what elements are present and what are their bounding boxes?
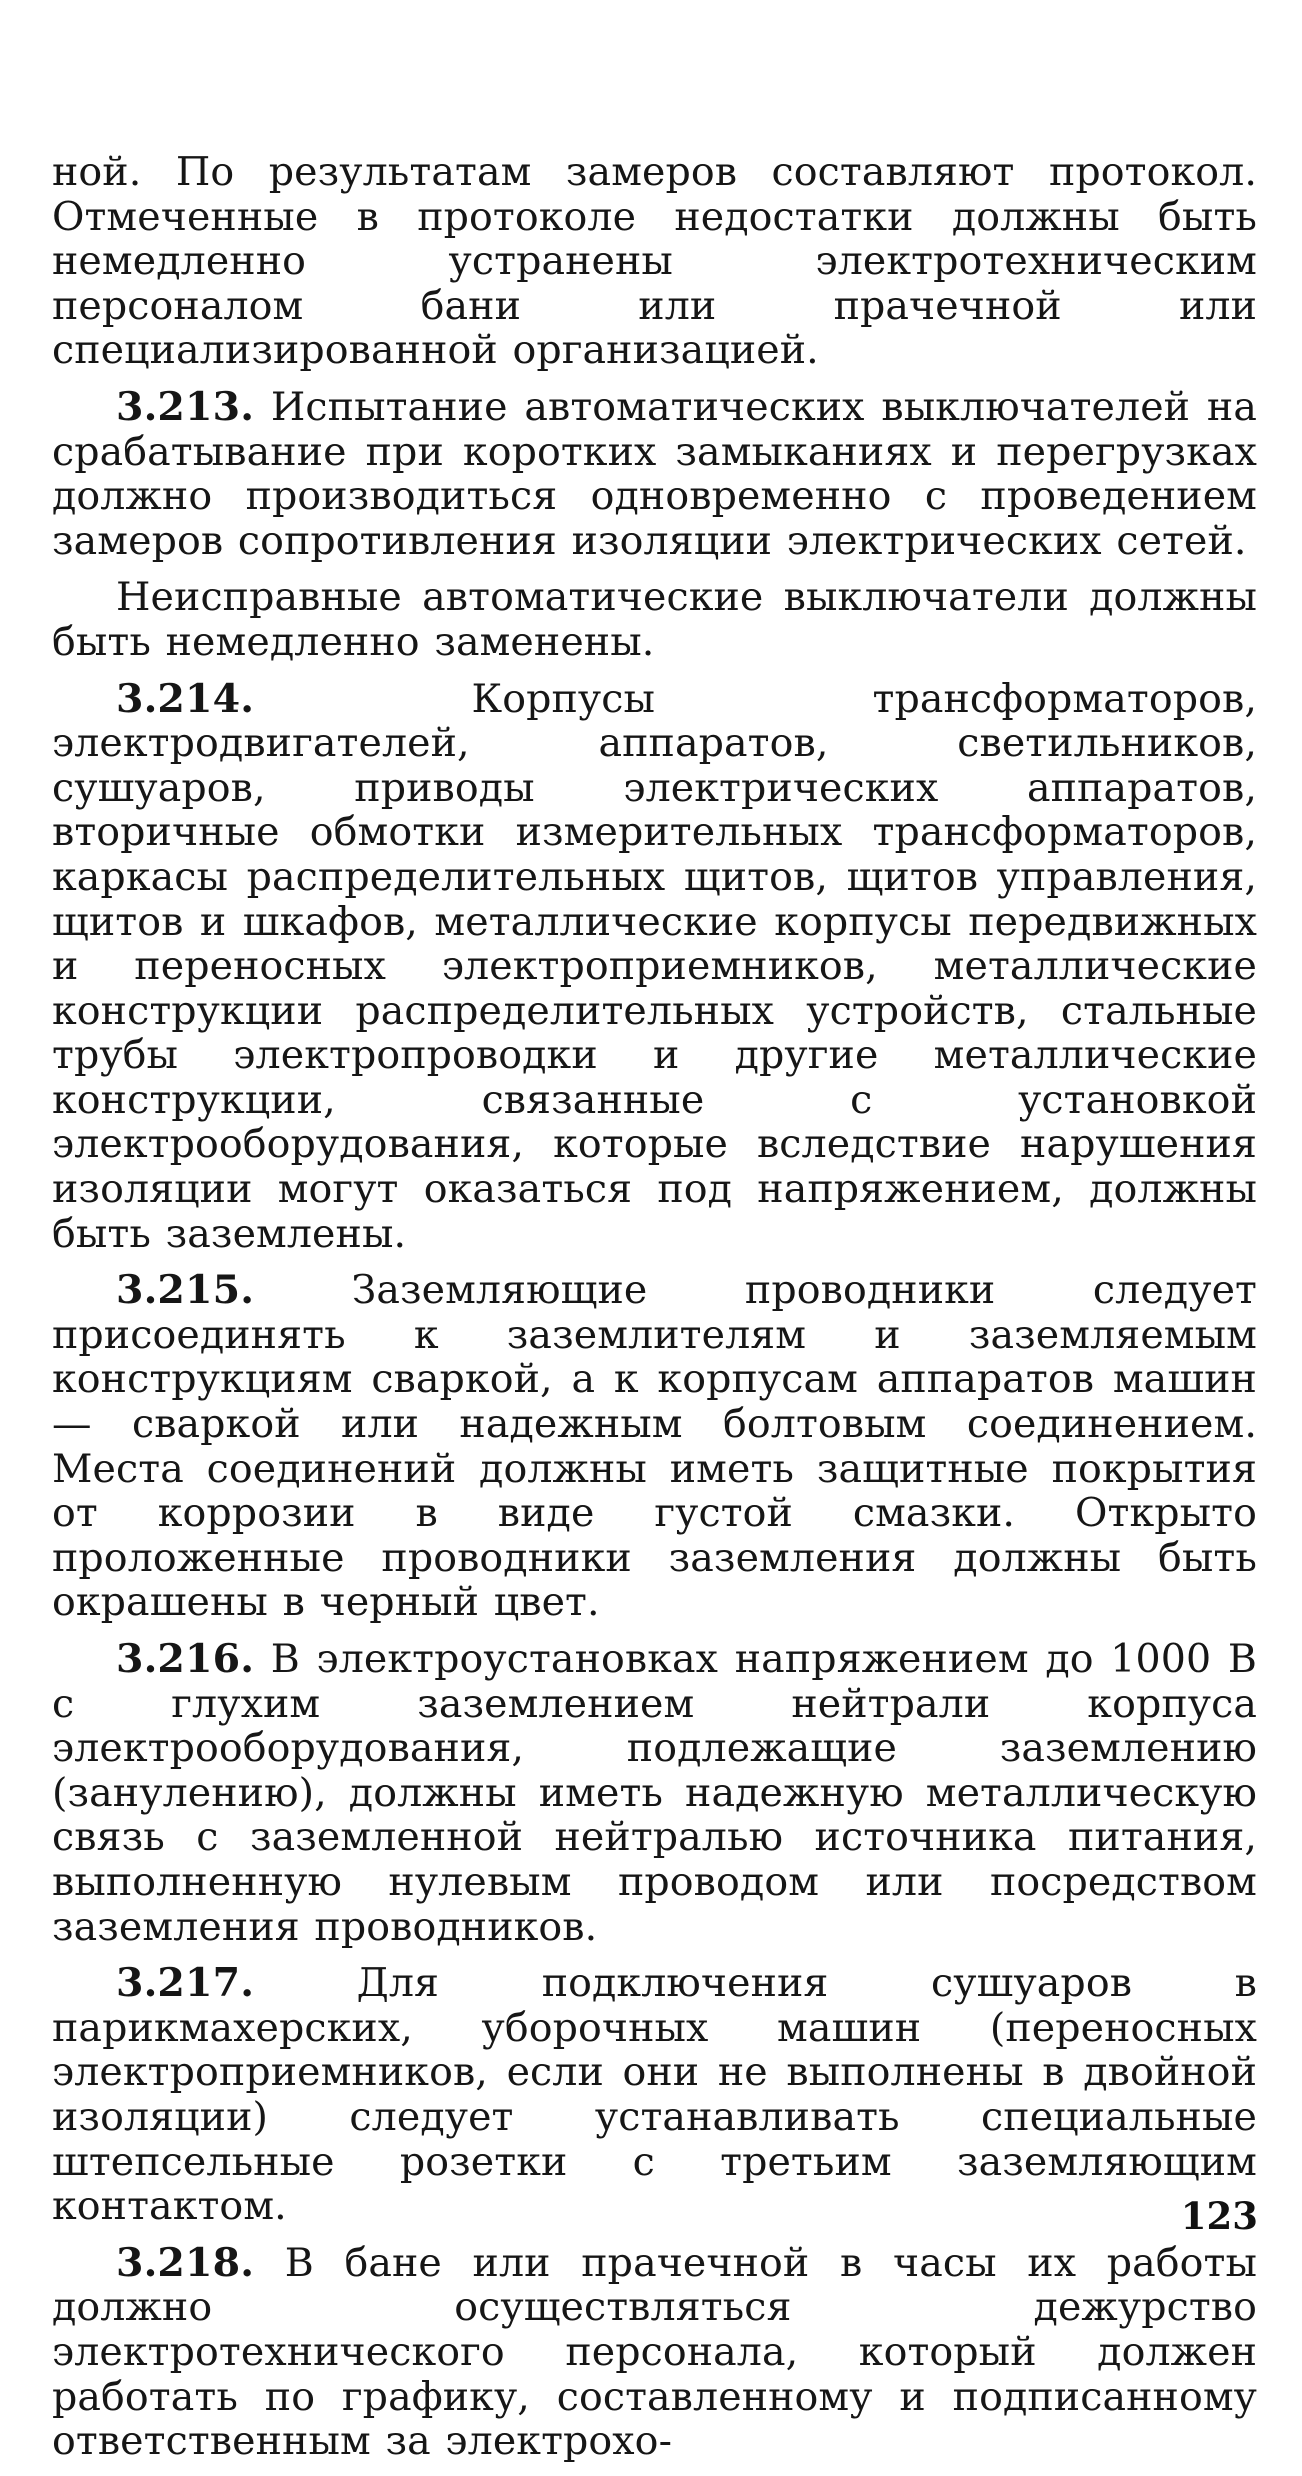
page-number: 123 <box>1180 2194 1258 2238</box>
paragraph-3-213 <box>52 385 1257 563</box>
paragraph-3-215 <box>52 1268 1257 1625</box>
paragraph-text: В электроустановках напряжением до 1000 В с глухим заземлением нейтрали корпуса электрооборудования, подлежащие заземлению (занулению), должны иметь надежную металлическую связь с заземленной нейтралью источника питания, выполненную нулевым проводом или посредством заземления проводников. <box>52 1636 1258 1950</box>
paragraph-number: 3.218. <box>116 2239 255 2286</box>
paragraph-3-216 <box>52 1637 1257 1949</box>
paragraph-3-214 <box>52 677 1257 1257</box>
paragraph-number: 3.217. <box>116 1960 255 2007</box>
paragraph-text: Корпусы трансформаторов, электродвигателей, аппаратов, светильников, сушуаров, приводы электрических аппаратов, вторичные обмотки измерительных трансформаторов, каркасы распределительных щитов, щитов управления, щитов и шкафов, металлические корпусы передвижных и переносных электроприемников, металлические конструкции распределительных устройств, стальные трубы электропроводки и другие металлические конструкции, связанные с установкой электрооборудования, которые вследствие нарушения изоляции могут оказаться под напряжением, должны быть заземлены. <box>52 675 1257 1257</box>
paragraph-text: ной. По результатам замеров составляют протокол. Отмеченные в протоколе недостатки должны быть немедленно устранены электротехническим персоналом бани или прачечной или специализированной организацией. <box>52 149 1257 374</box>
paragraph-text: Заземляющие проводники следует присоединять к заземлителям и заземляемым конструкциям сваркой, а к корпусам аппаратов машин — сваркой или надежным болтовым соединением. Места соединений должны иметь защитные покрытия от коррозии в виде густой смазки. Открыто проложенные проводники заземления должны быть окрашены в черный цвет. <box>52 1267 1257 1626</box>
paragraph-text: Неисправные автоматические выключатели должны быть немедленно заменены. <box>52 574 1257 665</box>
paragraph-text: Для подключения сушуаров в парикмахерских, уборочных машин (переносных электроприемников, если они не выполнены в двойной изоляции) следует устанавливать специальные штепсельные розетки с третьим заземляющим контактом. <box>52 1960 1257 2230</box>
paragraph-text: Испытание автоматических выключателей на срабатывание при коротких замыканиях и перегрузках должно производиться одновременно с проведением замеров сопротивления изоляции электрических сетей. <box>52 383 1257 564</box>
paragraph-number: 3.215. <box>116 1267 255 1314</box>
paragraph-3-217 <box>52 1961 1257 2229</box>
paragraph-number: 3.216. <box>116 1636 255 1682</box>
paragraph-number: 3.214. <box>116 675 255 722</box>
main-text <box>52 150 1257 2476</box>
paragraph-3-213-continued <box>52 575 1257 664</box>
paragraph-3-218 <box>52 2241 1257 2464</box>
paragraph-continuation <box>52 150 1257 373</box>
paragraph-text: В бане или прачечной в часы их работы должно осуществляться дежурство электротехнического персонала, который должен работать по графику, составленному и подписанному ответственным за электрохо- <box>52 2239 1258 2465</box>
paragraph-number: 3.213. <box>116 383 255 430</box>
